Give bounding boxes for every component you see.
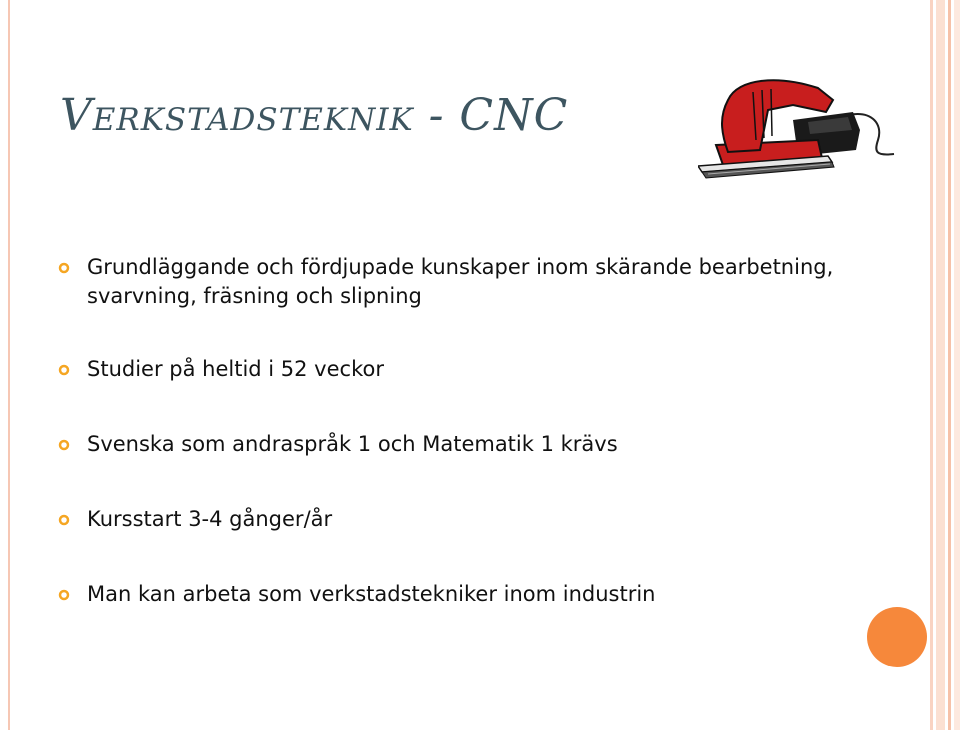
bullet-text: Man kan arbeta som verkstadstekniker inom industrin <box>87 582 656 606</box>
bullet-ring-icon <box>58 514 70 526</box>
accent-dot <box>867 607 927 667</box>
list-item <box>58 430 858 459</box>
bullet-text: Studier på heltid i 52 veckor <box>87 357 384 381</box>
right-border-stripes <box>930 0 960 730</box>
bullet-ring-icon <box>58 262 70 274</box>
slide-title: Verkstadsteknik - CNC <box>60 90 569 141</box>
sander-icon <box>698 70 898 185</box>
bullet-text: Kursstart 3-4 gånger/år <box>87 507 333 531</box>
list-item <box>58 580 858 609</box>
list-item <box>58 355 858 384</box>
bullet-text: Grundläggande och fördjupade kunskaper inom skärande bearbetning, svarvning, fräsning och slipning <box>87 255 834 308</box>
bullet-ring-icon <box>58 589 70 601</box>
list-item <box>58 505 858 534</box>
left-border-line <box>8 0 10 730</box>
bullet-ring-icon <box>58 364 70 376</box>
bullet-text: Svenska som andraspråk 1 och Matematik 1 krävs <box>87 432 618 456</box>
bullet-ring-icon <box>58 439 70 451</box>
list-item <box>58 253 858 311</box>
bullet-list <box>58 253 858 609</box>
